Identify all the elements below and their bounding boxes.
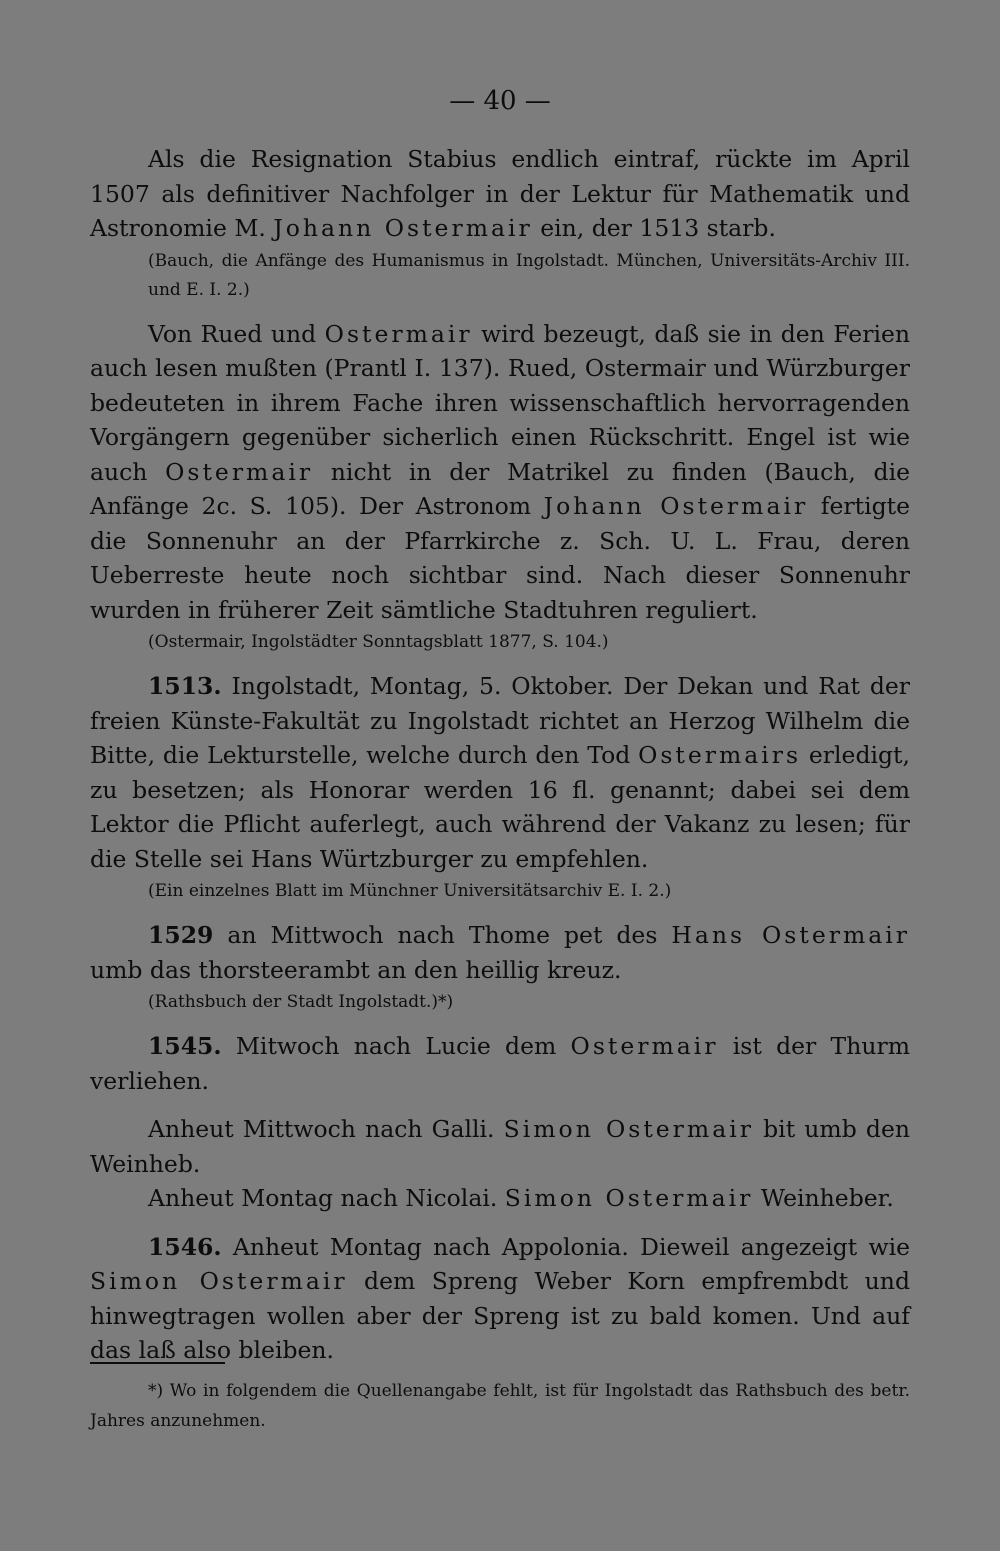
paragraph [90, 1029, 910, 1098]
paragraph-gap [90, 1098, 910, 1112]
spaced-name: Ostermairs [638, 741, 802, 769]
source-citation: (Ein einzelnes Blatt im Münchner Universitätsarchiv E. I. 2.) [148, 881, 672, 901]
footnote: *) Wo in folgendem die Quellenangabe fehlt, ist für Ingolstadt das Rathsbuch des betr. Jahres anzunehmen. [90, 1381, 910, 1431]
text-run: Anheut Montag nach Appolonia. Dieweil angezeigt wie [221, 1232, 910, 1261]
spaced-name: Hans Ostermair [671, 921, 910, 949]
year-label: 1546. [148, 1232, 222, 1261]
paragraph-gap [90, 1216, 910, 1230]
source-citation: (Ostermair, Ingolstädter Sonntagsblatt 1877, S. 104.) [148, 632, 609, 652]
spaced-name: Simon Ostermair [504, 1184, 754, 1212]
spaced-name: Ostermair [570, 1032, 719, 1060]
source-citation: (Bauch, die Anfänge des Humanismus in Ingolstadt. München, Universitäts-Archiv III. und E. I. 2.) [148, 250, 910, 300]
text-run: Als die Resignation Stabius endlich eintraf, rückte im April 1507 als definitiver Nachfolger in der Lektur für Mathematik und Astronomie M. [90, 145, 910, 242]
year-label: 1545. [148, 1032, 222, 1060]
source-citation: (Rathsbuch der Stadt Ingolstadt.)*) [148, 992, 454, 1012]
paragraph [90, 1181, 910, 1216]
text-run: ein, der 1513 starb. [532, 214, 776, 242]
main-text [90, 142, 910, 1368]
text-run: Ingolstadt, Montag, 5. Oktober. Der Dekan und Rat der freien Künste-Fakultät zu Ingolstadt richtet an Herzog Wilhelm die Bitte, die Lekturstelle, welche durch den Tod [90, 672, 910, 769]
text-run: Anheut Mittwoch nach Galli. [148, 1115, 504, 1143]
footnote-rule [90, 1362, 225, 1364]
paragraph [90, 669, 910, 876]
text-run: dem Spreng Weber Korn empfrembdt und hinwegtragen wollen aber der Spreng ist zu bald komen. Und auf das laß also bleiben. [90, 1267, 910, 1364]
text-run: erledigt, zu besetzen; als Honorar werden 16 fl. genannt; dabei sei dem Lektor die Pflicht auferlegt, auch während der Vakanz zu lesen; für die Stelle sei Hans Würtzburger zu empfehlen. [90, 741, 910, 873]
text-run: umb das thorsteerambt an den heillig kreuz. [90, 955, 622, 984]
year-label: 1529 [148, 921, 214, 949]
text-run: Anheut Montag nach Nicolai. [148, 1184, 505, 1212]
spaced-name: Simon Ostermair [503, 1115, 754, 1143]
text-run: Von Rued und [148, 319, 325, 348]
paragraph [90, 142, 910, 246]
spaced-name: Johann Ostermair [543, 492, 809, 520]
text-run: Mitwoch nach Lucie dem [221, 1032, 571, 1060]
spaced-name: Simon Ostermair [90, 1267, 348, 1295]
paragraph [90, 918, 910, 987]
text-run: Weinheber. [753, 1184, 894, 1212]
text-run: ist der Thurm verliehen. [90, 1032, 910, 1095]
page-number: — 40 — [449, 86, 551, 116]
paragraph [90, 317, 910, 628]
spaced-name: Johann Ostermair [273, 214, 533, 242]
spaced-name: Ostermair [324, 319, 473, 348]
paragraph [90, 1230, 910, 1368]
spaced-name: Ostermair [165, 457, 314, 486]
paragraph [90, 1112, 910, 1181]
text-run: an Mittwoch nach Thome pet des [213, 921, 672, 949]
text-run: nicht in der Matrikel zu finden (Bauch, die Anfänge 2c. S. 105). Der Astronom [90, 457, 910, 520]
text-run: bit umb den Weinheb. [90, 1115, 911, 1178]
year-label: 1513. [148, 672, 222, 700]
text-run: fertigte die Sonnenuhr an der Pfarrkirche z. Sch. U. L. Frau, deren Ueberreste heute noch sichtbar sind. Nach dieser Sonnenuhr wurden in früherer Zeit sämtliche Stadtuhren reguliert. [90, 492, 910, 624]
text-run: wird bezeugt, daß sie in den Ferien auch lesen mußten (Prantl I. 137). Rued, Ostermair und Würzburger bedeuteten in ihrem Fache ihren wissenschaftlich hervorragenden Vorgängern gegenüber sicherlich einen Rückschritt. Engel ist wie auch [90, 319, 911, 486]
